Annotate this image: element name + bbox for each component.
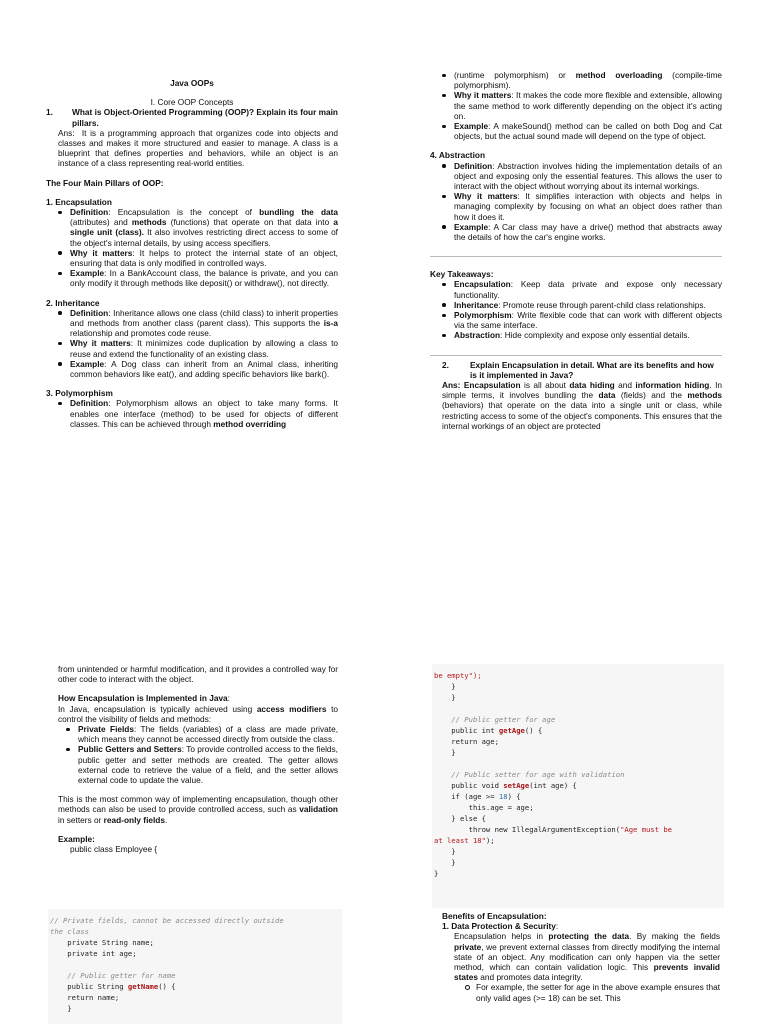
- polymorphism-list: [46, 398, 338, 429]
- answer-2-continued: from unintended or harmful modification, and it provides a controlled way for other code to interact with the object.: [58, 664, 338, 685]
- example-class-declaration: public class Employee {: [70, 844, 158, 855]
- page-4: [384, 512, 768, 1024]
- benefits-heading: Benefits of Encapsulation:: [442, 911, 547, 921]
- list-item: Why it matters: It minimizes code duplication by allowing a class to reuse and extend the functionality of an existing class.: [70, 338, 338, 359]
- abstraction-list: [430, 161, 722, 243]
- list-item: Polymorphism: Write flexible code that can work with different objects via the same interface.: [454, 310, 722, 331]
- list-item: Abstraction: Hide complexity and expose only essential details.: [454, 330, 722, 340]
- list-item: Example: In a BankAccount class, the balance is private, and you can only modify it through methods like deposit() or withdraw(), not directly.: [70, 268, 338, 289]
- benefit-1-text: Encapsulation helps in protecting the data. By making the fields private, we prevent external classes from directly modifying the internal state of an object. Any modification can only happen via the setter method, which can contain validation logic. This prevents invalid states and promotes data integrity.: [454, 931, 720, 983]
- abstraction-heading: 4. Abstraction: [430, 150, 486, 161]
- page-2-column: [430, 70, 722, 431]
- question-1-text: What is Object-Oriented Programming (OOP)? Explain its four main pillars.: [72, 107, 338, 128]
- takeaways-heading: Key Takeaways:: [430, 269, 494, 280]
- list-item: Why it matters: It makes the code more flexible and extensible, allowing the same method to work differently depending on the object it's acting on.: [454, 90, 723, 121]
- list-item: Example: A Dog class can inherit from an Animal class, inheriting common behaviors like eat(), and adding specific behaviors like bark().: [70, 358, 338, 380]
- page-4-column: [442, 911, 720, 1003]
- question-2-number: 2.: [442, 359, 449, 370]
- answer-1-text: It is a programming approach that organizes code into objects and classes and makes it more structured and easier to manage. A class is a blueprint that defines properties and behaviors, while an object is an instance of a class representing real-world entities.: [58, 127, 338, 169]
- question-2-text: Explain Encapsulation in detail. What are its benefits and how is it implemented in Java?: [470, 359, 714, 380]
- list-item: Why it matters: It helps to protect the internal state of an object, ensuring that data is only modified in controlled ways.: [70, 247, 338, 269]
- polymorphism-list-continued: [430, 70, 722, 90]
- list-item: Encapsulation: Keep data private and expose only necessary functionality.: [454, 279, 722, 300]
- benefit-1-heading: 1. Data Protection & Security:: [442, 921, 559, 932]
- list-item: Example: A Car class may have a drive() method that abstracts away the details of how the car's engine works.: [454, 221, 722, 243]
- list-item: Definition: Abstraction involves hiding the implementation details of an object and exposing only the essential features. This allows the user to interact with the object without worrying about its internal workings.: [454, 160, 722, 192]
- encapsulation-list: [46, 207, 338, 289]
- code-block-2: be empty"); } } // Public getter for age public int getAge() { return age; } // Public setter for age with validation public void setAge(int age) { if (age >= 18) { this.age = age; } else { throw new IllegalArgumentException("Age must be at least 18"); } } }: [432, 664, 724, 908]
- list-item: Public Getters and Setters: To provide controlled access to the fields, public getter and setter methods are created. The getter allows external code to retrieve the value of a field, and the setter allows external code to update the value.: [78, 744, 338, 786]
- inheritance-heading: 2. Inheritance: [46, 297, 100, 308]
- list-item: Inheritance: Promote reuse through parent-child class relationships.: [454, 300, 722, 310]
- implementation-list: [58, 724, 338, 785]
- list-item: Definition: Inheritance allows one class (child class) to inherit properties and methods from another class (parent class). This supports the is-a relationship and promotes code reuse.: [70, 307, 338, 339]
- list-item: For example, the setter for age in the above example ensures that only valid ages (>= 18) can be set. This: [476, 982, 720, 1003]
- page-1: [0, 0, 384, 512]
- divider: [430, 355, 722, 356]
- document-title: Java OOPs: [170, 78, 214, 88]
- page-3-column: [58, 664, 338, 854]
- page-3: [0, 512, 384, 1024]
- question-1: [46, 107, 338, 127]
- code-block-1: // Private fields, cannot be accessed directly outside the class private String name; private int age; // Public getter for name public String getName() { return name; }: [48, 909, 342, 1024]
- polymorphism-heading: 3. Polymorphism: [46, 388, 113, 399]
- takeaways-list: [430, 279, 722, 340]
- question-1-number: 1.: [46, 107, 53, 118]
- list-item: Definition: Polymorphism allows an object to take many forms. It enables one interface (method) to be used for objects of different classes. This can be achieved through method overriding: [70, 398, 338, 429]
- implementation-intro: In Java, encapsulation is typically achieved using access modifiers to control the visibility of fields and methods:: [58, 703, 339, 724]
- list-item: Definition: Encapsulation is the concept of bundling the data (attributes) and methods (functions) that operate on that data into a single unit (class). It also involves restricting direct access to some of the object's internal details, by using access specifiers.: [70, 207, 339, 248]
- polymorphism-list-2: [430, 90, 722, 141]
- encapsulation-heading: 1. Encapsulation: [46, 196, 112, 207]
- answer-1: [46, 128, 338, 169]
- inheritance-list: [46, 308, 338, 379]
- answer-1-label: Ans:: [58, 127, 75, 138]
- example-label: Example:: [58, 833, 95, 844]
- pillars-heading: The Four Main Pillars of OOP:: [46, 177, 164, 188]
- answer-2: Ans: Encapsulation is all about data hiding and information hiding. In simple terms, it involves bundling the data (fields) and the methods (behaviors) that operate on the data into a single unit or class, while restricting access to some of the object's components. This ensures that the internal workings of an object are protected: [442, 380, 723, 431]
- question-2: [430, 360, 722, 431]
- divider: [430, 256, 722, 257]
- list-item-continuation: (runtime polymorphism) or method overloading (compile-time polymorphism).: [454, 70, 722, 91]
- page-2: [384, 0, 768, 512]
- implementation-common: This is the most common way of implementing encapsulation, though other methods can also be used to provide controlled access, such as validation in setters or read-only fields.: [58, 794, 338, 825]
- list-item: Private Fields: The fields (variables) of a class are made private, which means they cannot be accessed directly from outside the class.: [78, 724, 338, 745]
- list-item: Why it matters: It simplifies interaction with objects and helps in managing complexity by focusing on what an object does rather than how it does it.: [454, 191, 722, 222]
- page-1-column: [46, 78, 338, 429]
- implementation-heading: How Encapsulation is Implemented in Java:: [58, 693, 230, 704]
- list-item: Example: A makeSound() method can be called on both Dog and Cat objects, but the actual sound made will depend on the type of object.: [454, 121, 722, 142]
- section-title: I. Core OOP Concepts: [150, 97, 234, 108]
- benefit-1-sublist: [442, 982, 720, 1002]
